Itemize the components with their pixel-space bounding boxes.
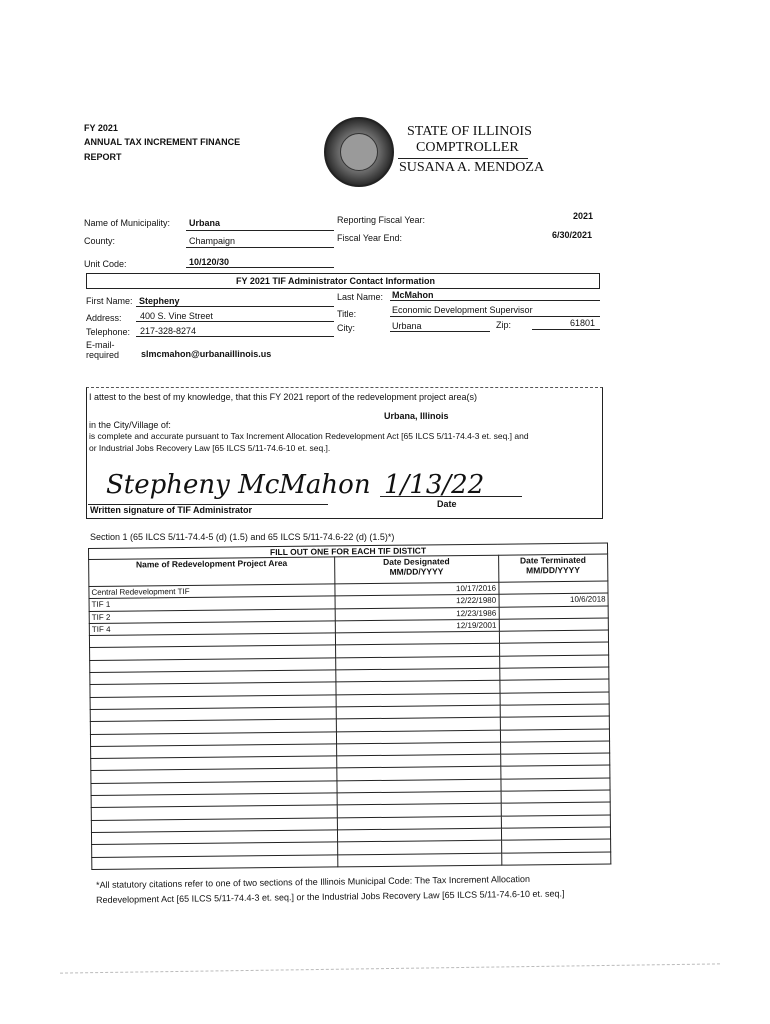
first-name-underline <box>136 306 334 307</box>
contact-heading: FY 2021 TIF Administrator Contact Information <box>236 276 436 286</box>
first-name-label: First Name: <box>86 296 133 306</box>
last-name-underline <box>390 300 600 301</box>
city-underline <box>390 331 490 332</box>
unit-code-underline <box>186 267 334 268</box>
title-value: Economic Development Supervisor <box>392 305 533 315</box>
header-line3: REPORT <box>84 152 122 162</box>
signature-label: Written signature of TIF Administrator <box>90 505 253 515</box>
zip-underline <box>532 329 600 330</box>
tif-district-table <box>88 543 611 870</box>
col-designated-format: MM/DD/YYYY <box>389 566 444 577</box>
footnote-line2: Redevelopment Act [65 ILCS 5/11-74.4-3 et. seq.] or the Industrial Jobs Recovery Law [65 ILCS 5/11-74.6-10 et. seq.] <box>96 888 565 905</box>
zip-label: Zip: <box>496 320 512 330</box>
state-seal-icon <box>324 117 394 187</box>
row-terminated <box>498 581 608 594</box>
fiscal-year-label: Reporting Fiscal Year: <box>337 215 426 225</box>
city-village-label: in the City/Village of: <box>89 420 171 430</box>
municipality-underline <box>186 230 334 231</box>
municipality-value: Urbana <box>189 218 221 228</box>
first-name-value: Stepheny <box>139 296 180 306</box>
col-designated-header: Date Designated <box>383 556 450 567</box>
col-terminated-format: MM/DD/YYYY <box>526 564 581 576</box>
row-name: TIF 1 <box>89 596 335 611</box>
handwritten-signature: Stepheny McMahon <box>106 470 371 500</box>
date-label: Date <box>437 499 457 509</box>
telephone-label: Telephone: <box>86 327 131 337</box>
attest-line3: is complete and accurate pursuant to Tax Increment Allocation Redevelopment Act [65 ILCS 5/11-74.4-3 et. seq.] and <box>89 431 529 441</box>
telephone-value: 217-328-8274 <box>140 326 197 336</box>
comptroller-title: COMPTROLLER <box>416 140 519 155</box>
attest-line1: I attest to the best of my knowledge, that this FY 2021 report of the redevelopment project area(s) <box>89 392 478 402</box>
last-name-value: McMahon <box>392 290 434 300</box>
fiscal-end-value: 6/30/2021 <box>552 230 593 240</box>
city-label: City: <box>337 323 355 333</box>
col-terminated-header: Date Terminated <box>519 554 586 566</box>
email-label-2: required <box>86 350 120 360</box>
county-value: Champaign <box>189 236 236 246</box>
zip-value: 61801 <box>570 318 596 328</box>
address-value: 400 S. Vine Street <box>140 311 213 321</box>
email-value: slmcmahon@urbanaillinois.us <box>141 349 272 359</box>
date-line <box>380 496 522 497</box>
email-label-1: E-mail- <box>86 340 115 350</box>
fiscal-end-label: Fiscal Year End: <box>337 233 403 243</box>
title-underline <box>390 316 600 317</box>
address-underline <box>136 321 334 322</box>
row-designated: 10/17/2016 <box>335 582 499 596</box>
row-designated: 12/19/2001 <box>335 619 499 633</box>
header-line1: FY 2021 <box>84 123 118 133</box>
row-terminated <box>499 606 609 619</box>
row-name: Central Redevelopment TIF <box>89 584 335 599</box>
address-label: Address: <box>86 313 122 323</box>
handwritten-date: 1/13/22 <box>384 470 485 500</box>
row-designated: 12/23/1986 <box>335 607 499 621</box>
unit-code-value: 10/120/30 <box>189 257 230 267</box>
section1-title: Section 1 (65 ILCS 5/11-74.4-5 (d) (1.5) and 65 ILCS 5/11-74.6-22 (d) (1.5)*) <box>90 532 395 542</box>
row-terminated: 10/6/2018 <box>499 593 609 606</box>
telephone-underline <box>136 336 334 337</box>
row-name: TIF 2 <box>89 609 335 624</box>
last-name-label: Last Name: <box>337 292 384 302</box>
municipality-label: Name of Municipality: <box>84 218 171 228</box>
city-value: Urbana <box>392 321 422 331</box>
attest-line4: or Industrial Jobs Recovery Law [65 ILCS 5/11-74.6-10 et. seq.]. <box>89 443 331 453</box>
comptroller-state: STATE OF ILLINOIS <box>407 124 532 139</box>
scan-artifact-line <box>60 963 720 973</box>
fiscal-year-value: 2021 <box>573 211 594 221</box>
title-label: Title: <box>337 309 357 319</box>
comptroller-divider <box>398 158 528 159</box>
section1-subtitle: FILL OUT ONE FOR EACH TIF DISTICT <box>269 545 427 558</box>
comptroller-name: SUSANA A. MENDOZA <box>399 160 545 175</box>
unit-code-label: Unit Code: <box>84 259 127 269</box>
row-designated: 12/22/1980 <box>335 594 499 608</box>
header-line2: ANNUAL TAX INCREMENT FINANCE <box>84 137 241 147</box>
county-underline <box>186 247 334 248</box>
row-name: TIF 4 <box>89 621 335 636</box>
city-village-value: Urbana, Illinois <box>384 411 449 421</box>
county-label: County: <box>84 236 116 246</box>
row-terminated <box>499 618 609 631</box>
footnote-line1: *All statutory citations refer to one of two sections of the Illinois Municipal Code: The Tax Increment Allocation <box>96 873 530 890</box>
col-name-header: Name of Redevelopment Project Area <box>135 557 288 570</box>
